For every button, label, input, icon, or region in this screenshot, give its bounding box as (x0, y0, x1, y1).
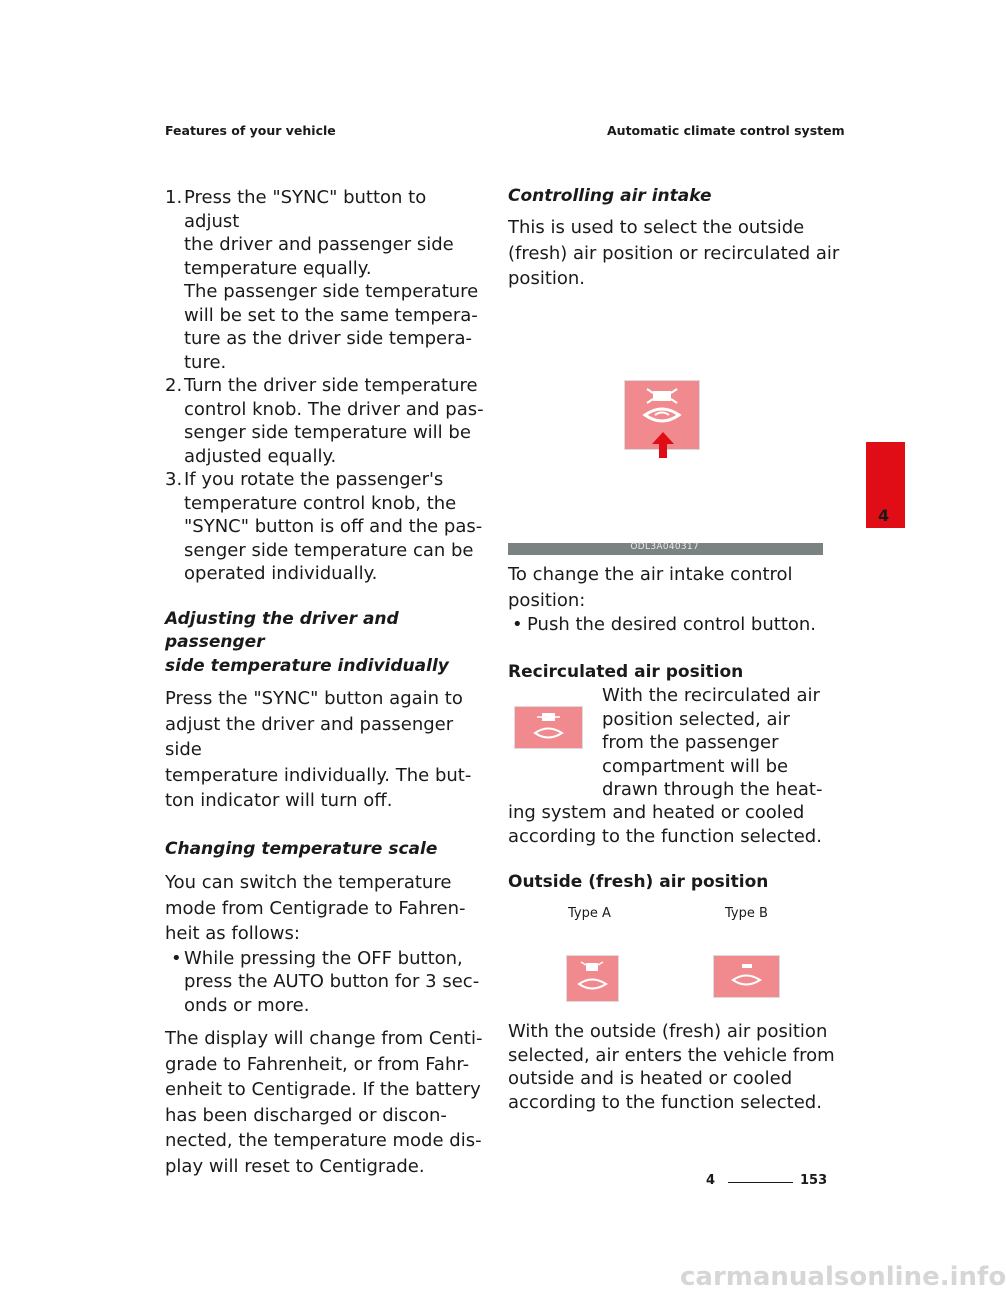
fresh-air-button-type-a (566, 955, 619, 1002)
scale-heading: Changing temperature scale (165, 838, 438, 859)
intake-text: This is used to select the outside (fresh) air position or recirculated air position. (508, 217, 840, 289)
watermark: carmanualsonline.info (680, 1262, 1006, 1292)
intake-heading: Controlling air intake (508, 186, 712, 206)
sync-step-line: temperature equally. (184, 257, 372, 279)
scale-intro: You can switch the temperature mode from Centigrade to Fahren- heit as follows: (165, 872, 466, 944)
fresh-air-icon (567, 956, 618, 1001)
sync-step-line: "SYNC" button is off and the pas- (184, 516, 483, 537)
chapter-side-tab (866, 442, 905, 528)
sync-step-line: operated individually. (184, 563, 378, 584)
sync-step-line: will be set to the same tempera- (184, 304, 478, 326)
adjust-text: Press the "SYNC" button again to adjust the driver and passenger side temperature individually. The but- ton indicator will turn off. (165, 688, 472, 811)
sync-step-line: ture as the driver side tempera- (184, 328, 473, 349)
change-text: To change the air intake control position: (508, 564, 793, 611)
recirc-text-short: With the recirculated air position selected, air from the passenger compartment will be drawn through the heat- (602, 685, 823, 800)
header-chapter-title: Automatic climate control system (607, 123, 845, 138)
sync-step-line: Turn the driver side temperature (184, 375, 478, 396)
scale-bullet: • While pressing the OFF button, press the AUTO button for 3 sec- onds or more. (171, 947, 480, 1016)
change-bullet: • Push the desired control button. (512, 614, 817, 635)
scale-bullet-list (165, 947, 485, 1018)
fresh-heading: Outside (fresh) air position (508, 872, 769, 892)
adjust-heading: Adjusting the driver and passenger side temperature individually (165, 608, 449, 676)
sync-steps-list (165, 186, 485, 586)
sync-step-line: senger side temperature will be (184, 422, 471, 443)
sync-step-line: If you rotate the passenger's (184, 469, 444, 490)
header-section-title: Features of your vehicle (165, 123, 336, 138)
figure-code: ODL3A040317 (630, 542, 699, 552)
sync-step-line: ture. (184, 351, 227, 373)
sync-step-line: the driver and passenger side (184, 234, 454, 255)
fresh-air-button-type-b (713, 955, 780, 998)
sync-step-line: control knob. The driver and pas- (184, 398, 484, 420)
sync-step-line: The passenger side temperature (184, 281, 479, 302)
recirc-text-full: ing system and heated or cooled according to the function selected. (508, 802, 822, 847)
sync-step-line: Press the "SYNC" button to adjust (184, 187, 427, 232)
type-b-label: Type B (725, 906, 768, 921)
recirc-button-figure (514, 706, 583, 749)
scale-note: The display will change from Centi- grade to Fahrenheit, or from Fahr- enheit to Centigrade. If the battery has been discharged or discon- nected, the temperature mode dis- play will reset to Centigrade. (165, 1028, 483, 1177)
sync-step-2: 2. Turn the driver side temperature control knob. The driver and pas- senger side temperature will be adjusted equally. (165, 375, 484, 467)
sync-step-line: temperature control knob, the (184, 492, 457, 514)
figure-caption-bar (508, 543, 823, 555)
sync-step-3: 3. If you rotate the passenger's temperature control knob, the "SYNC" button is off and the pas- senger side temperature can be operated individually. (165, 469, 483, 584)
fresh-air-icon (714, 956, 779, 997)
footer-chapter-number: 4 (706, 1173, 716, 1188)
footer-divider (728, 1182, 793, 1183)
left-column (165, 186, 485, 1179)
recirculated-air-icon (515, 707, 582, 748)
footer-page-number: 153 (800, 1173, 828, 1188)
up-arrow-icon (652, 432, 674, 458)
fresh-text: With the outside (fresh) air position selected, air enters the vehicle from outside and is heated or cooled according to the function selected. (508, 1021, 835, 1113)
type-a-label: Type A (568, 906, 611, 921)
sync-step-line: senger side temperature can be (184, 539, 474, 561)
chapter-tab-number: 4 (878, 506, 890, 525)
sync-step-1: 1. Press the "SYNC" button to adjust the driver and passenger side temperature equally. The passenger side temperature will be set to the same tempera- ture as the driver side tempera- ture. (165, 187, 479, 373)
sync-step-line: adjusted equally. (184, 445, 337, 467)
recirc-heading: Recirculated air position (508, 662, 744, 682)
